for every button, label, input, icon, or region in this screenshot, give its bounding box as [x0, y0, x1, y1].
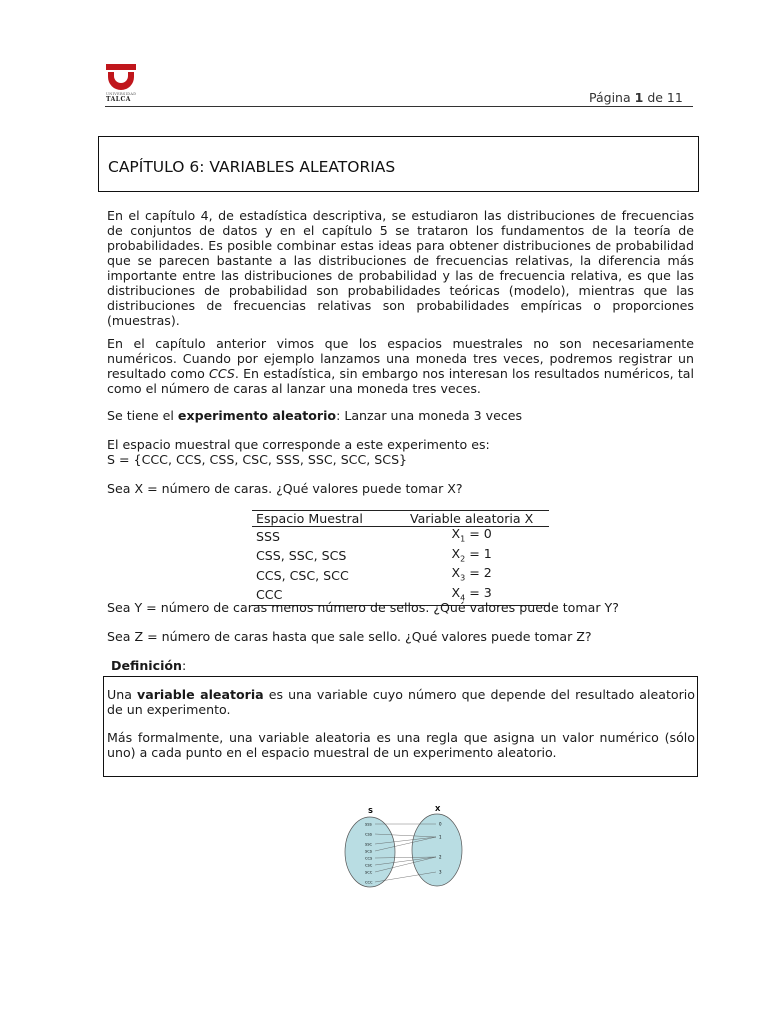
emphasis-ccs: CCS — [209, 366, 235, 381]
x-element: 3 — [439, 869, 442, 875]
set-x-label: X — [435, 805, 441, 813]
s-element: CSC — [365, 863, 373, 868]
page-indicator — [589, 90, 683, 105]
x-element: 0 — [439, 821, 442, 827]
page-sep: de — [647, 90, 663, 105]
random-variable-table — [252, 510, 549, 606]
logo-name: TALCA — [106, 96, 131, 103]
page-prefix: Página — [589, 90, 631, 105]
table-cell: CSS, SSC, SCS — [256, 548, 347, 564]
definition-text: Una variable aleatoria es una variable cuyo número que depende del resultado aleatorio de un experimento. — [107, 687, 695, 717]
sample-space-set: S = {CCC, CCS, CSS, CSC, SSS, SSC, SCC, SCS} — [107, 452, 408, 467]
s-element: SSS — [365, 822, 372, 827]
question-y: Sea Y = número de caras menos número de sellos. ¿Qué valores puede tomar Y? — [107, 600, 619, 615]
term-random-experiment: experimento aleatorio — [177, 408, 337, 423]
s-element: CSS — [365, 832, 373, 837]
sample-space-intro: El espacio muestral que corresponde a este experimento es: — [107, 437, 490, 452]
s-element: SSC — [365, 842, 373, 847]
table-header-row — [252, 511, 549, 527]
set-s-label: S — [368, 807, 374, 815]
mapping-diagram — [340, 802, 470, 892]
x-element: 2 — [439, 854, 442, 860]
page-current: 1 — [634, 90, 644, 105]
table-cell: SSS — [256, 528, 280, 544]
paragraph-sample-space: En el capítulo anterior vimos que los espacios muestrales no son necesariamente numéricos. Cuando por ejemplo lanzamos una moneda tres veces, podremos registrar un resultado como CCS. En estadística, sin embargo nos interesan los resultados numéricos, tal como el número de caras al lanzar una moneda tres veces. — [107, 336, 695, 396]
table-row — [252, 527, 549, 547]
definition-box — [103, 676, 698, 777]
definition-formal: Más formalmente, una variable aleatoria es una regla que asigna un valor numérico (sólo uno) a cada punto en el espacio muestral de un experimento aleatorio. — [107, 730, 695, 760]
logo-emblem — [106, 64, 136, 90]
table-cell: $X_4 = 3$ — [451, 584, 492, 603]
s-element: CCS — [365, 856, 373, 861]
university-logo — [106, 64, 138, 103]
header-rule — [105, 106, 693, 107]
table-header-cell: Espacio Muestral — [256, 511, 363, 526]
title-box — [98, 136, 699, 192]
term-random-variable: variable aleatoria — [137, 687, 264, 702]
page-total: 11 — [666, 90, 683, 105]
s-element: CCC — [365, 880, 373, 885]
set-x-ellipse — [412, 814, 462, 886]
question-x: Sea X = número de caras. ¿Qué valores puede tomar X? — [107, 481, 463, 496]
definition-label: Definición: — [111, 658, 187, 673]
logo-subtitle: UNIVERSIDAD — [106, 92, 137, 96]
table-cell: $X_1 = 0$ — [451, 526, 492, 544]
table-cell: $X_3 = 2$ — [451, 565, 492, 583]
table-row — [252, 566, 549, 586]
question-z: Sea Z = número de caras hasta que sale sello. ¿Qué valores puede tomar Z? — [107, 629, 592, 644]
s-element: SCC — [365, 870, 373, 875]
table-header-cell: Variable aleatoria X — [409, 511, 534, 526]
x-element: 1 — [439, 834, 442, 840]
table-cell: $X_2 = 1$ — [451, 545, 492, 564]
paragraph-intro: En el capítulo 4, de estadística descriptiva, se estudiaron las distribuciones de frecuencias de conjuntos de datos y en el capítulo 5 se trataron los fundamentos de la teoría de probabilidades. Es posible combinar estas ideas para obtener distribuciones de probabilidad que se parecen bastante a las distribuciones de frecuencias relativas, la diferencia más importante entre las distribuciones de probabilidad y las de frecuencia relativa, es que las distribuciones de probabilidad son probabilidades teóricas (modelo), mientras que las distribuciones de frecuencias relativas son probabilidades empíricas o proporciones (muestras). — [107, 208, 694, 328]
paragraph-experiment: Se tiene el experimento aleatorio: Lanzar una moneda 3 veces — [107, 408, 523, 423]
table-row — [252, 547, 549, 567]
table-cell: CCS, CSC, SCC — [256, 567, 349, 583]
s-element: SCS — [365, 849, 373, 854]
table-cell: CCC — [256, 587, 283, 603]
chapter-title: CAPÍTULO 6: VARIABLES ALEATORIAS — [108, 158, 396, 176]
